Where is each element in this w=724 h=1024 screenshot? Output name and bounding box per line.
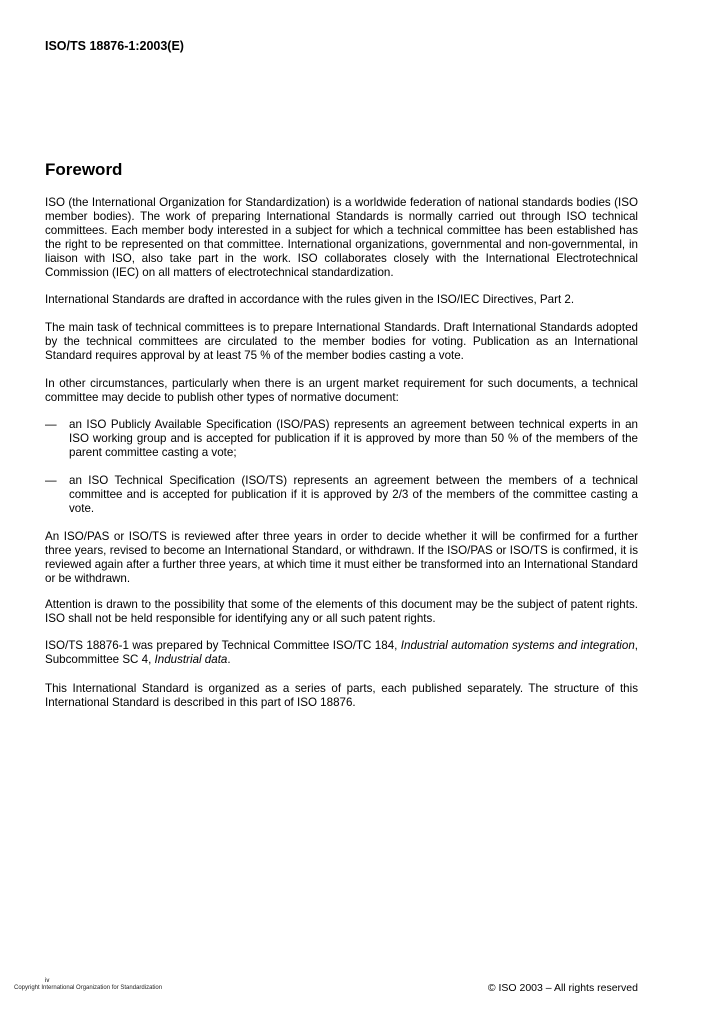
paragraph-other-circumstances: In other circumstances, particularly when there is an urgent market requirement for such documents, a technical committee may decide to publish other types of normative document: <box>45 377 638 404</box>
list-item-pas <box>45 418 638 460</box>
prepared-text: , Subcommittee SC 4, <box>45 639 639 666</box>
document-id-header: ISO/TS 18876-1:2003(E) <box>45 39 184 53</box>
list-item-text: an ISO Technical Specification (ISO/TS) represents an agreement between the members of a technical committee and is accepted for publication if it is approved by 2/3 of the members of the committee casting a vote. <box>69 474 638 515</box>
committee-name: Industrial automation systems and integration <box>400 639 635 652</box>
paragraph-review: An ISO/PAS or ISO/TS is reviewed after three years in order to decide whether it will be confirmed for a further three years, revised to become an International Standard, or withdrawn. If the ISO/PAS or ISO/TS is confirmed, it is reviewed again after a further three years, at which time it must either be transformed into an International Standard or be withdrawn. <box>45 530 638 585</box>
prepared-text: . <box>227 653 231 666</box>
paragraph-directives: International Standards are drafted in accordance with the rules given in the ISO/IEC Directives, Part 2. <box>45 293 575 306</box>
list-item-text: an ISO Publicly Available Specification (ISO/PAS) represents an agreement between technical experts in an ISO working group and is accepted for publication if it is approved by more than 50 % of the members of the parent committee casting a vote; <box>69 418 638 459</box>
subcommittee-name: Industrial data <box>154 653 228 666</box>
list-dash: — <box>45 474 57 487</box>
footer-copyright-right: © ISO 2003 – All rights reserved <box>487 982 638 994</box>
paragraph-patent: Attention is drawn to the possibility that some of the elements of this document may be the subject of patent rights. ISO shall not be held responsible for identifying any or all such patent rights. <box>45 598 638 625</box>
paragraph-main-task: The main task of technical committees is to prepare International Standards. Draft International Standards adopted by the technical committees are circulated to the member bodies for voting. Publication as an International Standard requires approval by at least 75 % of the member bodies casting a vote. <box>45 321 638 362</box>
section-title: Foreword <box>45 160 123 179</box>
list-item-ts <box>45 474 638 516</box>
paragraph-structure: This International Standard is organized as a series of parts, each published separately. The structure of this International Standard is described in this part of ISO 18876. <box>45 682 638 709</box>
paragraph-iso-intro: ISO (the International Organization for Standardization) is a worldwide federation of national standards bodies (ISO member bodies). The work of preparing International Standards is normally carried out through ISO technical committees. Each member body interested in a subject for which a technical committee has been established has the right to be represented on that committee. International organizations, governmental and non-governmental, in liaison with ISO, also take part in the work. ISO collaborates closely with the International Electrotechnical Commission (IEC) on all matters of electrotechnical standardization. <box>45 196 638 279</box>
paragraph-prepared-by <box>45 639 638 667</box>
list-dash: — <box>45 418 57 431</box>
footer-copyright-left: Copyright International Organization for Standardization <box>14 985 163 991</box>
page-number: iv <box>45 978 50 984</box>
prepared-text: ISO/TS 18876-1 was prepared by Technical Committee ISO/TC 184, <box>45 639 401 652</box>
